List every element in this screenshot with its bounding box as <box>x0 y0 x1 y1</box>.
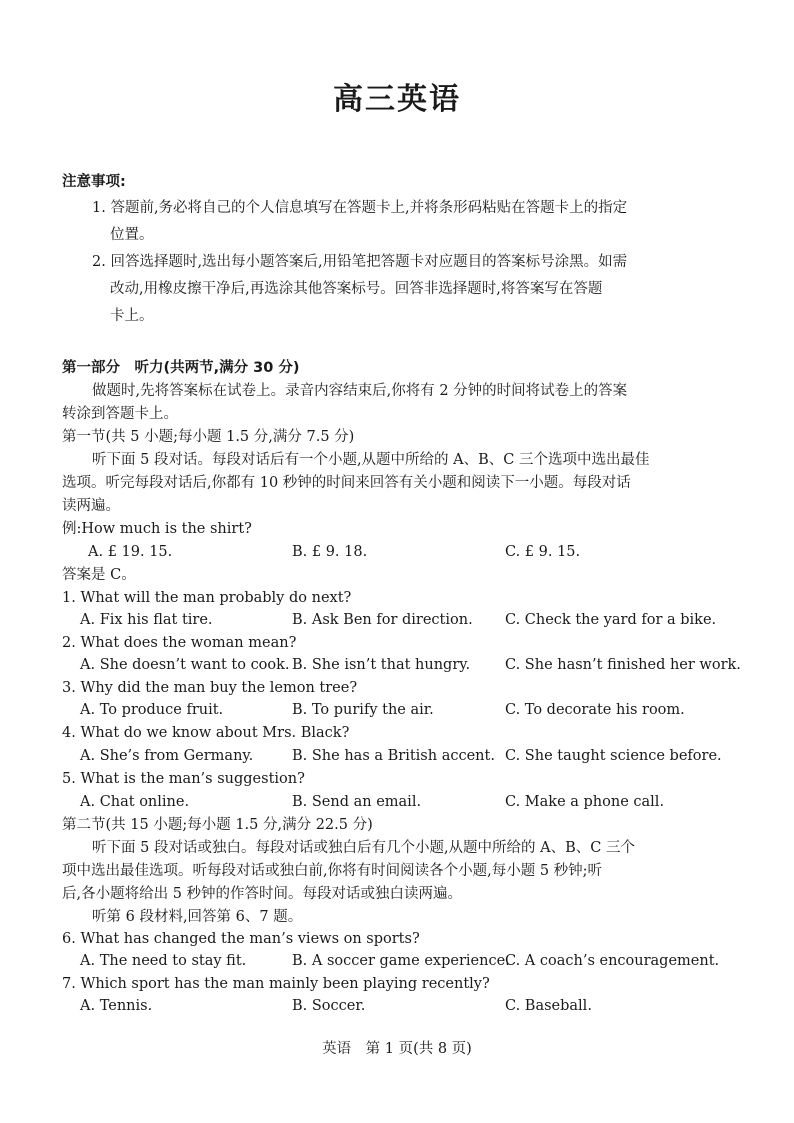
example-option-b: B. £ 9. 18. <box>292 544 368 560</box>
notice-item-2-line-2: 改动,用橡皮擦干净后,再选涂其他答案标号。回答非选择题时,将答案写在答题 <box>110 281 603 297</box>
question-7-option-a: A. Tennis. <box>80 998 153 1014</box>
part1-heading: 第一部分 听力(共两节,满分 30 分) <box>62 360 300 376</box>
question-1-option-b: B. Ask Ben for direction. <box>292 612 473 628</box>
section1-intro-line-1: 听下面 5 段对话。每段对话后有一个小题,从题中所给的 A、B、C 三个选项中选出最佳 <box>92 452 650 468</box>
question-4-option-b: B. She has a British accent. <box>292 748 495 764</box>
notice-item-2-line-3: 卡上。 <box>110 308 154 324</box>
question-5: 5. What is the man’s suggestion? <box>62 771 305 787</box>
question-6-option-a: A. The need to stay fit. <box>80 953 247 969</box>
question-4-option-a: A. She’s from Germany. <box>80 748 254 764</box>
section2-intro-line-3: 后,各小题将给出 5 秒钟的作答时间。每段对话或独白读两遍。 <box>62 886 463 902</box>
example-answer: 答案是 C。 <box>62 567 136 583</box>
question-4-option-c: C. She taught science before. <box>505 748 722 764</box>
question-5-option-a: A. Chat online. <box>80 794 190 810</box>
part1-intro-line-2: 转涂到答题卡上。 <box>62 406 178 422</box>
notice-heading: 注意事项: <box>62 174 126 190</box>
question-3-option-b: B. To purify the air. <box>292 702 434 718</box>
question-6-option-b: B. A soccer game experience. <box>292 953 510 969</box>
question-7: 7. Which sport has the man mainly been playing recently? <box>62 976 490 992</box>
notice-item-1-line-1: 1. 答题前,务必将自己的个人信息填写在答题卡上,并将条形码粘贴在答题卡上的指定 <box>92 200 628 216</box>
section2-heading: 第二节(共 15 小题;每小题 1.5 分,满分 22.5 分) <box>62 817 373 833</box>
example-option-a: A. £ 19. 15. <box>88 544 173 560</box>
question-2-option-a: A. She doesn’t want to cook. <box>80 657 290 673</box>
question-2-option-c: C. She hasn’t finished her work. <box>505 657 741 673</box>
question-6-option-c: C. A coach’s encouragement. <box>505 953 720 969</box>
question-3-option-c: C. To decorate his room. <box>505 702 685 718</box>
question-6: 6. What has changed the man’s views on sports? <box>62 931 420 947</box>
question-1: 1. What will the man probably do next? <box>62 590 352 606</box>
question-1-option-c: C. Check the yard for a bike. <box>505 612 717 628</box>
question-2: 2. What does the woman mean? <box>62 635 297 651</box>
notice-item-1-line-2: 位置。 <box>110 227 154 243</box>
section1-intro-line-3: 读两遍。 <box>62 498 120 514</box>
notice-item-2-line-1: 2. 回答选择题时,选出每小题答案后,用铅笔把答题卡对应题目的答案标号涂黑。如需 <box>92 254 628 270</box>
question-1-option-a: A. Fix his flat tire. <box>80 612 213 628</box>
exam-title: 高三英语 <box>333 82 461 117</box>
question-7-option-c: C. Baseball. <box>505 998 592 1014</box>
question-2-option-b: B. She isn’t that hungry. <box>292 657 471 673</box>
part1-intro-line-1: 做题时,先将答案标在试卷上。录音内容结束后,你将有 2 分钟的时间将试卷上的答案 <box>92 383 628 399</box>
example-option-c: C. £ 9. 15. <box>505 544 581 560</box>
page-footer: 英语 第 1 页(共 8 页) <box>322 1041 472 1057</box>
question-5-option-c: C. Make a phone call. <box>505 794 665 810</box>
section2-intro-line-2: 项中选出最佳选项。听每段对话或独白前,你将有时间阅读各个小题,每小题 5 秒钟;听 <box>62 863 603 879</box>
question-5-option-b: B. Send an email. <box>292 794 422 810</box>
section2-material: 听第 6 段材料,回答第 6、7 题。 <box>92 909 303 925</box>
question-4: 4. What do we know about Mrs. Black? <box>62 725 350 741</box>
section1-intro-line-2: 选项。听完每段对话后,你都有 10 秒钟的时间来回答有关小题和阅读下一小题。每段对话 <box>62 475 631 491</box>
question-3: 3. Why did the man buy the lemon tree? <box>62 680 358 696</box>
section1-heading: 第一节(共 5 小题;每小题 1.5 分,满分 7.5 分) <box>62 429 355 445</box>
question-3-option-a: A. To produce fruit. <box>80 702 224 718</box>
example-question: 例:How much is the shirt? <box>62 521 252 537</box>
section2-intro-line-1: 听下面 5 段对话或独白。每段对话或独白后有几个小题,从题中所给的 A、B、C 三个 <box>92 840 635 856</box>
question-7-option-b: B. Soccer. <box>292 998 366 1014</box>
